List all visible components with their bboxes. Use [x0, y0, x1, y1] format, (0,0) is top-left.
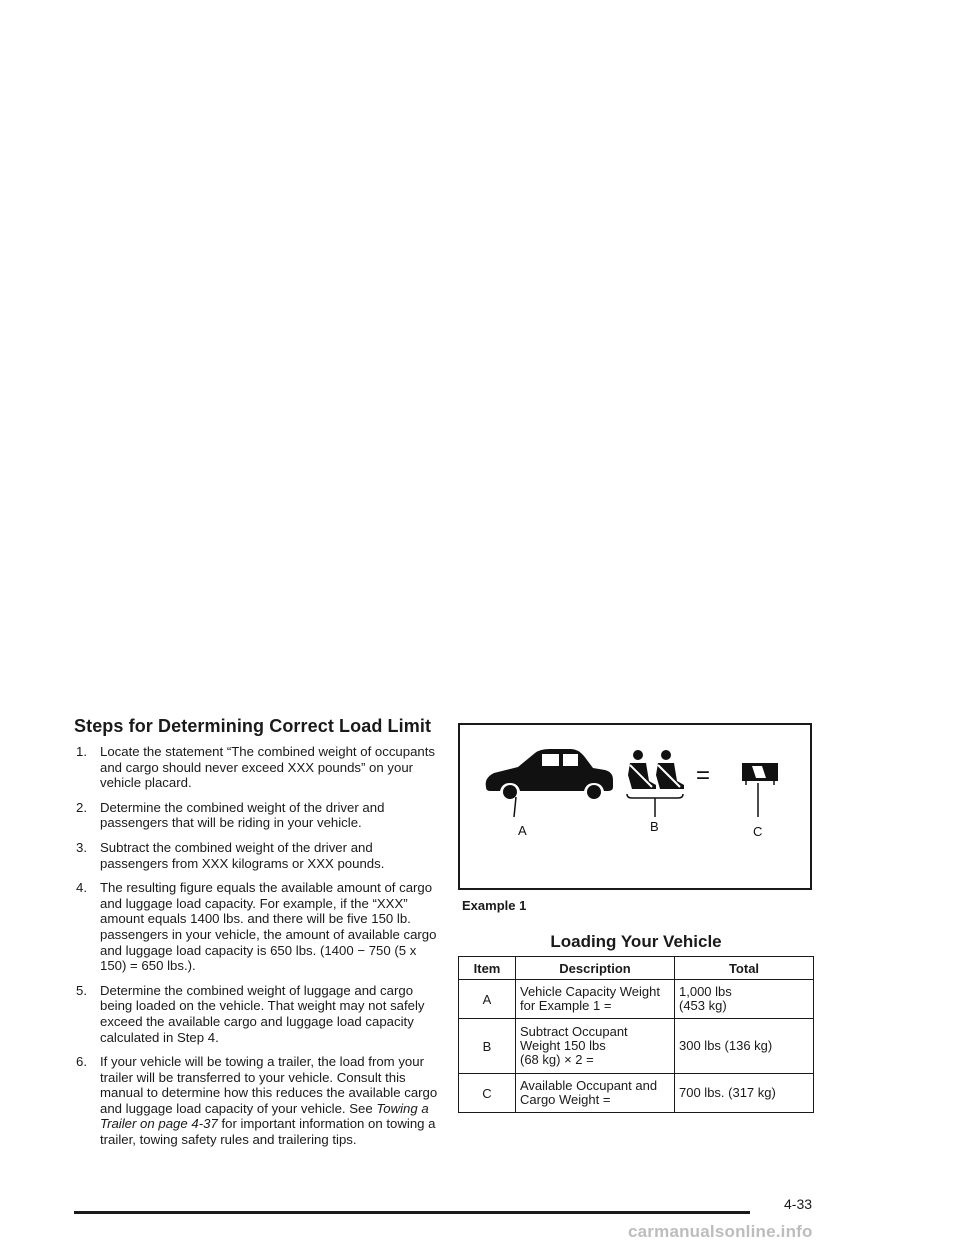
total-line: (453 kg) [679, 998, 727, 1013]
figure-caption: Example 1 [462, 898, 527, 913]
load-example-figure [458, 723, 812, 890]
table-row [459, 1074, 814, 1113]
step-item [76, 983, 438, 1045]
description-line: for Example 1 = [520, 998, 612, 1013]
step-number: 2. [76, 799, 87, 815]
step-number: 1. [76, 744, 87, 759]
description-line: Weight 150 lbs [520, 1038, 606, 1053]
label-c: C [753, 824, 763, 839]
total-line: 300 lbs (136 kg) [679, 1038, 773, 1053]
description-line: Cargo Weight = [520, 1092, 611, 1107]
description-line: Available Occupant and [520, 1078, 658, 1093]
cross-reference-link[interactable]: Towing a Trailer on page 4-37 [100, 1100, 429, 1132]
label-a: A [518, 823, 527, 838]
pointer-line-a [514, 797, 516, 817]
item-cell: A [459, 980, 516, 1019]
step-text-before: If your vehicle will be towing a trailer, the load from your trailer will be transferred to your vehicle. Consult this manual to determine how this reduces the available cargo and luggage load capacity of your vehicle. See [100, 1054, 438, 1116]
description-line: Subtract Occupant [520, 1024, 628, 1039]
watermark: carmanualsonline.info [628, 1222, 813, 1241]
step-item [76, 880, 438, 974]
step-item [76, 1054, 438, 1148]
step-number: 4. [76, 880, 87, 896]
table-row [459, 1019, 814, 1074]
column-header-item: Item [459, 957, 516, 980]
step-text: Determine the combined weight of the driver and passengers that will be riding in your vehicle. [100, 799, 385, 831]
total-line: 1,000 lbs [679, 984, 732, 999]
step-text [100, 1054, 438, 1148]
minus-operator: − [596, 761, 612, 791]
section-heading: Steps for Determining Correct Load Limit [74, 716, 432, 736]
item-cell: B [459, 1019, 516, 1074]
table-row [459, 980, 814, 1019]
step-number: 5. [76, 982, 87, 998]
table-title: Loading Your Vehicle [550, 932, 722, 951]
occupant-bracket [627, 794, 683, 798]
table-header-row [459, 957, 814, 980]
car-icon [486, 749, 613, 799]
item-cell: C [459, 1074, 516, 1113]
description-line: (68 kg) × 2 = [520, 1052, 594, 1067]
equals-operator: = [696, 762, 711, 789]
description-cell [516, 1019, 675, 1074]
figure-illustration [460, 725, 810, 888]
seatbelt-occupant-icon [628, 750, 656, 789]
cargo-box-icon [742, 763, 778, 785]
footer-rule [74, 1211, 750, 1214]
step-item [76, 840, 438, 871]
step-number: 3. [76, 839, 87, 855]
step-item [76, 800, 438, 831]
label-b: B [650, 819, 659, 834]
total-cell [675, 980, 814, 1019]
step-text-after: for important information on towing a trailer, towing safety rules and trailering tips. [100, 1116, 436, 1148]
steps-list [76, 744, 438, 1157]
step-text: Determine the combined weight of luggage and cargo being loaded on the vehicle. That weight may not safely exceed the available cargo and luggage load capacity calculated in Step 4. [100, 982, 425, 1045]
step-text: Locate the statement “The combined weight of occupants and cargo should never exceed XXX pounds” on your vehicle placard. [100, 744, 436, 791]
description-cell [516, 1074, 675, 1113]
step-text: The resulting figure equals the available amount of cargo and luggage load capacity. For example, if the “XXX” amount equals 1400 lbs. and there will be five 150 lb. passengers in your vehicle, the amount of available cargo and luggage load capacity is 650 lbs. (1400 − 750 (5 x 150) = 650 lbs.). [100, 880, 437, 974]
step-number: 6. [76, 1054, 87, 1070]
loading-table [458, 956, 814, 1113]
step-text: Subtract the combined weight of the driver and passengers from XXX kilograms or XXX pounds. [100, 839, 385, 871]
description-line: Vehicle Capacity Weight [520, 984, 660, 999]
total-cell [675, 1074, 814, 1113]
column-header-total: Total [675, 957, 814, 980]
column-header-description: Description [516, 957, 675, 980]
total-line: 700 lbs. (317 kg) [679, 1085, 776, 1100]
description-cell [516, 980, 675, 1019]
total-cell [675, 1019, 814, 1074]
step-item [76, 744, 438, 791]
seatbelt-occupant-icon [656, 750, 684, 789]
page-number: 4-33 [784, 1196, 813, 1212]
